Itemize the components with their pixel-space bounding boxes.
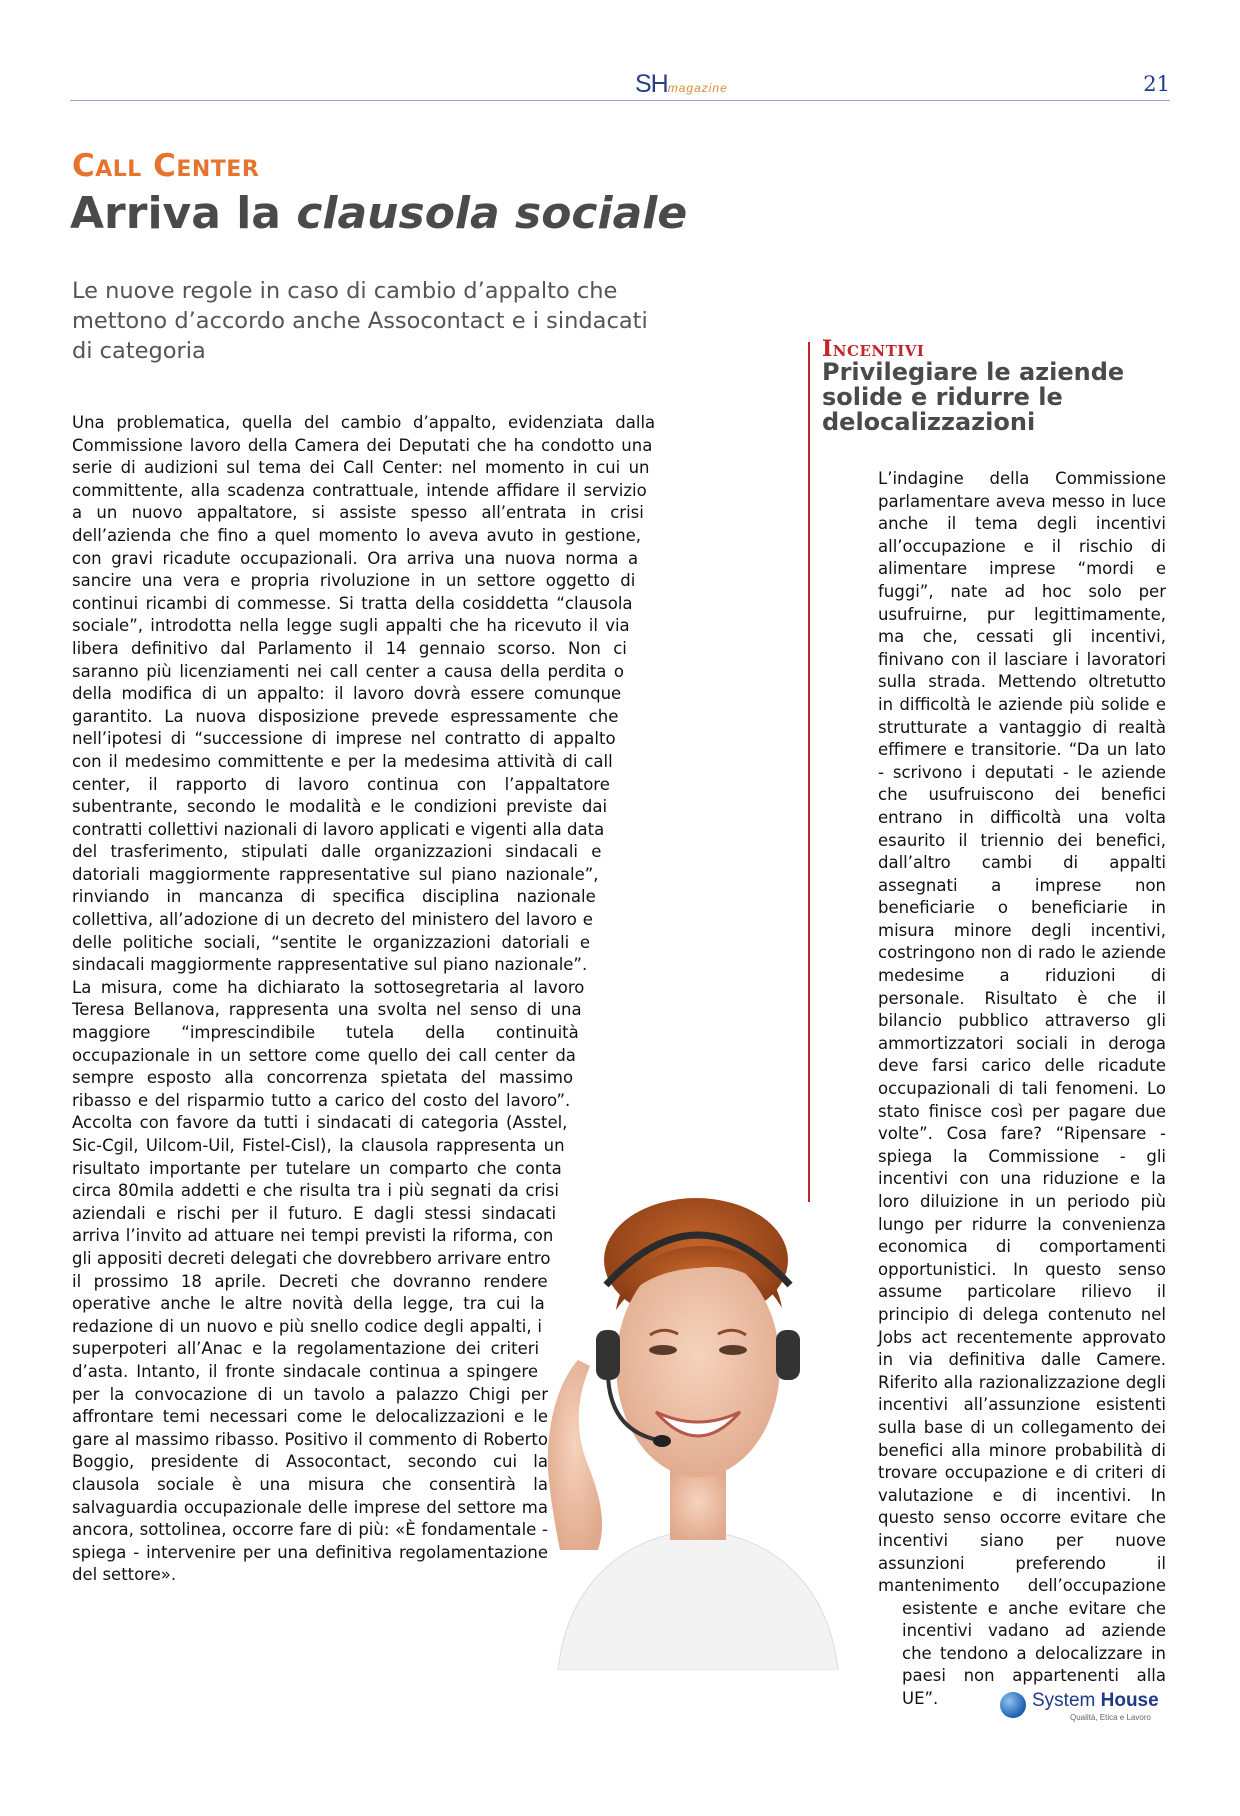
page-header <box>70 70 1170 101</box>
sidebar-kicker: Incentivi <box>822 336 925 362</box>
magazine-logo-tail: magazine <box>667 81 728 95</box>
article-title-plain: Arriva la <box>70 188 297 239</box>
article-title-italic: clausola sociale <box>296 188 688 239</box>
footer-brand-bold: House <box>1100 1690 1159 1711</box>
article-kicker: Call Center <box>72 148 260 184</box>
magazine-logo <box>635 70 728 99</box>
sidebar-divider <box>808 342 810 1202</box>
sidebar-wrap-spacer-2 <box>822 1616 902 1816</box>
sidebar-body-text: L’indagine della Commissione parlamentare aveva messo in luce anche il tema degli incentivi all’occupazione e il rischio di alimentare imprese “mordi e fuggi”, nate ad hoc solo per usufruirne, pur legittimamente, ma che, cessati gli incentivi, finivano con il lasciare i lavoratori sulla strada. Mettendo oltretutto in difficoltà le aziende più solide e strutturate a vantaggio di realtà effimere e transitorie. “Da un lato - scrivono i deputati - le aziende che usufruiscono dei benefici entrano in difficoltà una volta esaurito il triennio dei benefici, dall’altro cambi di appalti assegnati a imprese non beneficiarie o beneficiarie in misura minore degli incentivi, costringono non di rado le aziende medesime a riduzioni di personale. Risultato è che il bilancio pubblico attraverso gli ammortizzatori sociali in deroga deve farsi carico delle ricadute occupazionali di tali fenomeni. Lo stato finisce così per pagare due volte”. Cosa fare? “Ripensare - spiega la Commissione - gli incentivi con una riduzione e la loro diluizione in un periodo più lungo per ridurre la convenienza economica di comportamenti opportunistici. In questo senso assume particolare rilievo il principio di delega contenuto nel Jobs act recentemente approvato in via definitiva dalle Camere. Riferito alla razionalizzazione degli incentivi all’assunzione esistenti sulla base di un collegamento dei benefici alla minore probabilità di trovare occupazione e di criteri di valutazione e di incentivi. In questo senso occorre evitare che incentivi siano per nuove assunzioni preferendo il mantenimento dell’occupazione esistente e anche evitare che incentivi vadano ad aziende che tendono a delocalizzare in paesi non appartenenti alla UE”. <box>878 469 1166 1709</box>
globe-icon <box>1000 1692 1026 1718</box>
sidebar-title: Privilegiare le aziende solide e ridurre le delocalizzazioni <box>822 358 1125 436</box>
article-body-text: Una problematica, quella del cambio d’appalto, evidenziata dalla Commissione lavoro della Camera dei Deputati che ha condotto una serie di audizioni sul tema dei Call Center: nel momento in cui un committente, alla scadenza contrattuale, intende affidare il servizio a un nuovo appaltatore, si assiste spesso all’entrata in crisi dell’azienda che fino a quel momento lo aveva avuto in gestione, con gravi ricadute occupazionali. Ora arriva una nuova norma a sancire una vera e propria rivoluzione in un settore oggetto di continui ricambi di commesse. Si tratta della cosiddetta “clausola sociale”, introdotta nella legge sugli appalti che ha ricevuto il via libera definitivo dal Parlamento il 14 gennaio scorso. Non ci saranno più licenziamenti nei call center a causa della perdita o della modifica di un appalto: il lavoro dovrà essere comunque garantito. La nuova disposizione prevede espressamente che nell’ipotesi di “successione di imprese nel contratto di appalto con il medesimo committente e per la medesima attività di call center, il rapporto di lavoro continua con l’appaltatore subentrante, secondo le modalità e le condizioni previste dai contratti collettivi nazionali di lavoro applicati e vigenti alla data del trasferimento, stipulati dalle organizzazioni sindacali e datoriali maggiormente rappresentative sul piano nazionale”, rinviando in mancanza di specifica disciplina nazionale collettiva, all’adozione di un decreto del ministero del lavoro e delle politiche sociali, “sentite le organizzazioni datoriali e sindacali maggiormente rappresentative sul piano nazionale”. La misura, come ha dichiarato la sottosegretaria al lavoro Teresa Bellanova, rappresenta una svolta nel senso di una maggiore “imprescindibile tutela della continuità occupazionale in un settore come quello dei call center da sempre esposto alla concorrenza spietata del massimo ribasso e del risparmio tutto a carico del costo del lavoro”. Accolta con favore da tutti i sindacati di categoria (Asstel, Sic-Cgil, Uilcom-Uil, Fistel-Cisl), la clausola rappresenta un risultato importante per tutelare un comparto che conta circa 80mila addetti e che risulta tra i più segnati da crisi aziendali e rischi per il futuro. E dagli stessi sindacati arriva l’invito ad attuare nei tempi previsti la riforma, con gli appositi decreti delegati che dovrebbero arrivare entro il prossimo 18 aprile. Decreti che dovranno rendere operative anche le altre novità della legge, tra cui la redazione di un nuovo e più snello codice degli appalti, i superpoteri all’Anac e la regolamentazione dei criteri d’asta. Intanto, il fronte sindacale continua a spingere per la convocazione di un tavolo a palazzo Chigi per affrontare temi necessari come le delocalizzazioni e le gare al massimo ribasso. Positivo il commento di Roberto Boggio, presidente di Assocontact, secondo cui la clausola sociale è una misura che consentirà la salvaguardia occupazionale delle imprese del settore ma ancora, sottolinea, occorre fare di più: «È fondamentale - spiega - intervenire per una definitiva regolamentazione del settore». <box>72 413 656 1585</box>
sidebar-wrap-spacer-1 <box>822 1436 878 1616</box>
article-subtitle: Le nuove regole in caso di cambio d’appalto che mettono d’accordo anche Assocontact e i sindacati di categoria <box>72 278 648 364</box>
system-house-logo <box>1000 1690 1180 1730</box>
call-center-operator-photo <box>538 1190 848 1670</box>
footer-brand-plain: System <box>1032 1690 1101 1711</box>
footer-tagline: Qualità, Etica e Lavoro <box>1070 1713 1151 1722</box>
sidebar-body <box>822 468 1166 1816</box>
footer-brand <box>1032 1690 1159 1712</box>
magazine-logo-main: SH <box>635 70 668 98</box>
page-number: 21 <box>1143 72 1170 96</box>
article-title <box>70 188 687 239</box>
